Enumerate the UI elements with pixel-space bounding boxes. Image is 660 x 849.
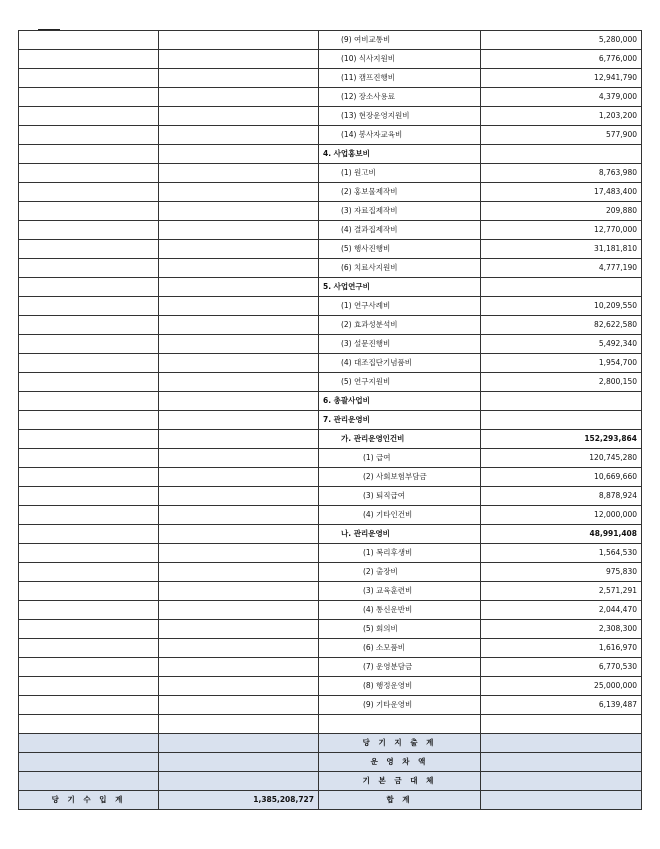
summary-body: [19, 734, 642, 810]
income-amount-empty: [159, 354, 319, 373]
ledger-row: [19, 297, 642, 316]
expense-item-amount: 120,745,280: [481, 449, 642, 468]
income-amount-empty: [159, 69, 319, 88]
income-cell-empty: [19, 658, 159, 677]
income-amount-empty: [159, 50, 319, 69]
ledger-row: [19, 392, 642, 411]
income-amount-empty: [159, 297, 319, 316]
income-cell-empty: [19, 487, 159, 506]
expense-item-amount: 1,203,200: [481, 107, 642, 126]
ledger-row: [19, 582, 642, 601]
income-amount-empty: [159, 639, 319, 658]
income-cell-empty: [19, 449, 159, 468]
income-cell-empty: [19, 278, 159, 297]
grand-total-label: 합 계: [319, 791, 481, 810]
fund-transfer-row: [19, 772, 642, 791]
income-total-value: 1,385,208,727: [159, 791, 319, 810]
income-amount-empty: [159, 221, 319, 240]
income-amount-empty: [159, 601, 319, 620]
operating-balance-label: 운 영 차 액: [319, 753, 481, 772]
expense-item-amount: 1,954,700: [481, 354, 642, 373]
income-amount-empty: [159, 316, 319, 335]
ledger-row: [19, 316, 642, 335]
ledger-body: [19, 31, 642, 734]
ledger-row: [19, 449, 642, 468]
income-amount-empty: [159, 620, 319, 639]
income-cell-empty: [19, 183, 159, 202]
income-cell-empty: [19, 772, 159, 791]
expense-item-amount: 10,209,550: [481, 297, 642, 316]
income-amount-empty: [159, 335, 319, 354]
ledger-row: [19, 639, 642, 658]
expense-item-amount: [481, 278, 642, 297]
expense-total-label: 당 기 지 출 계: [319, 734, 481, 753]
ledger-row: [19, 202, 642, 221]
expense-item-label: (2) 출장비: [319, 563, 481, 582]
income-amount-empty: [159, 259, 319, 278]
income-amount-empty: [159, 145, 319, 164]
expense-item-amount: 31,181,810: [481, 240, 642, 259]
income-expense-table: [18, 30, 642, 810]
ledger-row: [19, 126, 642, 145]
expense-item-label: (13) 현장운영지원비: [319, 107, 481, 126]
expense-item-label: (4) 통신운반비: [319, 601, 481, 620]
expense-amount-empty: [481, 791, 642, 810]
income-cell-empty: [19, 240, 159, 259]
ledger-row: [19, 88, 642, 107]
income-cell-empty: [19, 202, 159, 221]
ledger-row: [19, 411, 642, 430]
income-amount-empty: [159, 753, 319, 772]
income-amount-empty: [159, 734, 319, 753]
income-cell-empty: [19, 639, 159, 658]
income-cell-empty: [19, 145, 159, 164]
expense-item-amount: 12,941,790: [481, 69, 642, 88]
expense-item-label: (14) 봉사자교육비: [319, 126, 481, 145]
ledger-row: [19, 658, 642, 677]
income-cell-empty: [19, 373, 159, 392]
income-amount-empty: [159, 31, 319, 50]
expense-item-label: 5. 사업연구비: [319, 278, 481, 297]
income-cell-empty: [19, 582, 159, 601]
ledger-row: [19, 487, 642, 506]
expense-item-amount: 209,880: [481, 202, 642, 221]
expense-item-amount: 82,622,580: [481, 316, 642, 335]
income-amount-empty: [159, 544, 319, 563]
income-amount-empty: [159, 430, 319, 449]
income-cell-empty: [19, 734, 159, 753]
ledger-row: [19, 145, 642, 164]
expense-item-amount: 1,616,970: [481, 639, 642, 658]
income-cell-empty: [19, 88, 159, 107]
expense-item-amount: [481, 715, 642, 734]
income-cell-empty: [19, 715, 159, 734]
income-cell-empty: [19, 430, 159, 449]
income-amount-empty: [159, 677, 319, 696]
operating-balance-row: [19, 753, 642, 772]
income-cell-empty: [19, 107, 159, 126]
expense-item-amount: 6,139,487: [481, 696, 642, 715]
expense-item-label: (3) 퇴직급여: [319, 487, 481, 506]
income-amount-empty: [159, 696, 319, 715]
ledger-row: [19, 677, 642, 696]
expense-item-label: (7) 운영분담금: [319, 658, 481, 677]
income-amount-empty: [159, 506, 319, 525]
expense-amount-empty: [481, 753, 642, 772]
expense-item-label: 나. 관리운영비: [319, 525, 481, 544]
income-total-label: 당 기 수 입 계: [19, 791, 159, 810]
income-amount-empty: [159, 278, 319, 297]
ledger-row: [19, 544, 642, 563]
ledger-row: [19, 278, 642, 297]
expense-item-label: (2) 홍보물제작비: [319, 183, 481, 202]
expense-item-amount: [481, 392, 642, 411]
expense-item-label: (6) 치료사지원비: [319, 259, 481, 278]
fund-transfer-label: 기 본 금 대 체: [319, 772, 481, 791]
income-cell-empty: [19, 696, 159, 715]
expense-item-label: [319, 715, 481, 734]
expense-item-amount: [481, 145, 642, 164]
income-amount-empty: [159, 107, 319, 126]
expense-item-label: 가. 관리운영인건비: [319, 430, 481, 449]
income-cell-empty: [19, 544, 159, 563]
ledger-row: [19, 107, 642, 126]
income-amount-empty: [159, 715, 319, 734]
income-cell-empty: [19, 69, 159, 88]
income-amount-empty: [159, 563, 319, 582]
expense-item-amount: 6,770,530: [481, 658, 642, 677]
income-cell-empty: [19, 411, 159, 430]
expense-item-label: (3) 자료집제작비: [319, 202, 481, 221]
expense-item-amount: 577,900: [481, 126, 642, 145]
ledger-row: [19, 354, 642, 373]
expense-item-amount: 17,483,400: [481, 183, 642, 202]
ledger-row: [19, 164, 642, 183]
income-amount-empty: [159, 126, 319, 145]
expense-item-amount: 12,000,000: [481, 506, 642, 525]
income-amount-empty: [159, 240, 319, 259]
income-amount-empty: [159, 487, 319, 506]
expense-amount-empty: [481, 772, 642, 791]
ledger-row: [19, 430, 642, 449]
expense-item-label: (5) 연구지원비: [319, 373, 481, 392]
expense-item-label: (10) 식사지원비: [319, 50, 481, 69]
income-amount-empty: [159, 392, 319, 411]
ledger-row: [19, 620, 642, 639]
expense-item-label: (2) 사회보험부담금: [319, 468, 481, 487]
income-cell-empty: [19, 392, 159, 411]
expense-item-label: (5) 회의비: [319, 620, 481, 639]
expense-item-label: (1) 급여: [319, 449, 481, 468]
expense-item-label: (3) 교육훈련비: [319, 582, 481, 601]
expense-item-label: (3) 설문진행비: [319, 335, 481, 354]
expense-item-amount: 2,308,300: [481, 620, 642, 639]
income-cell-empty: [19, 335, 159, 354]
income-cell-empty: [19, 468, 159, 487]
expense-item-label: (1) 연구사례비: [319, 297, 481, 316]
ledger-row: [19, 696, 642, 715]
expense-item-amount: 2,044,470: [481, 601, 642, 620]
income-amount-empty: [159, 164, 319, 183]
income-cell-empty: [19, 31, 159, 50]
expense-amount-empty: [481, 734, 642, 753]
ledger-row: [19, 240, 642, 259]
expense-item-amount: 8,878,924: [481, 487, 642, 506]
income-amount-empty: [159, 202, 319, 221]
expense-item-amount: 6,776,000: [481, 50, 642, 69]
income-amount-empty: [159, 582, 319, 601]
expense-item-amount: 975,830: [481, 563, 642, 582]
income-amount-empty: [159, 183, 319, 202]
income-cell-empty: [19, 753, 159, 772]
expense-item-amount: 152,293,864: [481, 430, 642, 449]
expense-item-label: (12) 장소사용료: [319, 88, 481, 107]
expense-item-amount: 10,669,660: [481, 468, 642, 487]
income-cell-empty: [19, 221, 159, 240]
expense-item-label: 7. 관리운영비: [319, 411, 481, 430]
ledger-row: [19, 69, 642, 88]
income-cell-empty: [19, 563, 159, 582]
expense-item-label: (4) 대조집단기념품비: [319, 354, 481, 373]
income-cell-empty: [19, 259, 159, 278]
income-amount-empty: [159, 772, 319, 791]
ledger-row: [19, 373, 642, 392]
expense-item-amount: 4,379,000: [481, 88, 642, 107]
expense-item-label: (1) 복리후생비: [319, 544, 481, 563]
expense-item-amount: 12,770,000: [481, 221, 642, 240]
expense-item-amount: 1,564,530: [481, 544, 642, 563]
expense-item-amount: 48,991,408: [481, 525, 642, 544]
expense-item-label: (4) 결과집제작비: [319, 221, 481, 240]
income-cell-empty: [19, 164, 159, 183]
expense-item-amount: 25,000,000: [481, 677, 642, 696]
ledger-row: [19, 601, 642, 620]
expense-item-label: (9) 기타운영비: [319, 696, 481, 715]
expense-item-label: (4) 기타인건비: [319, 506, 481, 525]
ledger-row: [19, 468, 642, 487]
grand-total-row: [19, 791, 642, 810]
income-cell-empty: [19, 297, 159, 316]
income-cell-empty: [19, 50, 159, 69]
expense-item-label: 4. 사업홍보비: [319, 145, 481, 164]
income-cell-empty: [19, 126, 159, 145]
income-amount-empty: [159, 449, 319, 468]
expense-item-label: (8) 행정운영비: [319, 677, 481, 696]
expense-item-amount: [481, 411, 642, 430]
income-amount-empty: [159, 468, 319, 487]
ledger-row: [19, 31, 642, 50]
income-cell-empty: [19, 601, 159, 620]
expense-item-amount: 2,800,150: [481, 373, 642, 392]
expense-item-label: 6. 총괄사업비: [319, 392, 481, 411]
expense-item-amount: 5,492,340: [481, 335, 642, 354]
income-amount-empty: [159, 88, 319, 107]
ledger-row: [19, 221, 642, 240]
ledger-row: [19, 259, 642, 278]
expense-total-row: [19, 734, 642, 753]
income-amount-empty: [159, 373, 319, 392]
expense-item-label: (5) 행사진행비: [319, 240, 481, 259]
ledger-row: [19, 335, 642, 354]
expense-item-label: (1) 원고비: [319, 164, 481, 183]
expense-item-amount: 4,777,190: [481, 259, 642, 278]
expense-item-amount: 2,571,291: [481, 582, 642, 601]
income-amount-empty: [159, 411, 319, 430]
expense-item-amount: 8,763,980: [481, 164, 642, 183]
ledger-row: [19, 563, 642, 582]
ledger-row: [19, 50, 642, 69]
ledger-row: [19, 506, 642, 525]
income-cell-empty: [19, 620, 159, 639]
income-cell-empty: [19, 525, 159, 544]
income-cell-empty: [19, 677, 159, 696]
ledger-row: [19, 525, 642, 544]
ledger-row: [19, 183, 642, 202]
expense-item-label: (11) 캠프진행비: [319, 69, 481, 88]
income-cell-empty: [19, 354, 159, 373]
income-cell-empty: [19, 316, 159, 335]
expense-item-label: (2) 효과성분석비: [319, 316, 481, 335]
income-cell-empty: [19, 506, 159, 525]
income-amount-empty: [159, 658, 319, 677]
blank-row: [19, 715, 642, 734]
income-amount-empty: [159, 525, 319, 544]
expense-item-label: (6) 소모품비: [319, 639, 481, 658]
expense-item-label: (9) 여비교통비: [319, 31, 481, 50]
expense-item-amount: 5,280,000: [481, 31, 642, 50]
